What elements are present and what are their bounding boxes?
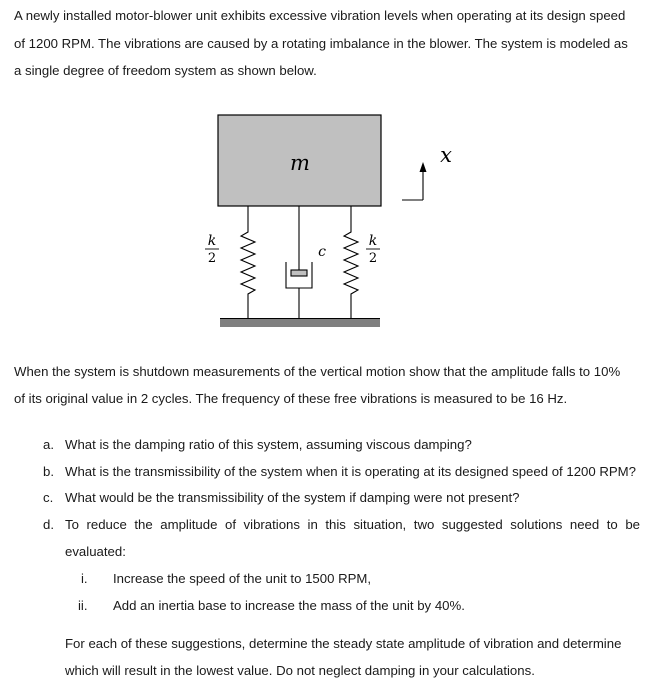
sub-i-text: Increase the speed of the unit to 1500 RPM, (113, 571, 372, 586)
sub-i-label: i. (81, 571, 88, 586)
intro-line-1: A newly installed motor-blower unit exhibits excessive vibration levels when operating at its design speed (14, 8, 626, 23)
mass-label: m (290, 151, 310, 175)
question-c-label: c. (43, 490, 54, 505)
sub-ii-label: ii. (78, 598, 88, 613)
displacement-label: x (440, 143, 452, 167)
question-b-label: b. (43, 464, 54, 479)
closing-line-1: For each of these suggestions, determine the steady state amplitude of vibration and determine (65, 636, 622, 651)
question-a-label: a. (43, 437, 54, 452)
damper-label: c (318, 244, 326, 260)
ground (220, 318, 380, 327)
spring-right-k: k (368, 233, 378, 249)
spring-right (344, 206, 358, 318)
question-d-label: d. (43, 517, 54, 532)
intro-line-3: a single degree of freedom system as shown below. (14, 63, 317, 78)
shutdown-line-2: of its original value in 2 cycles. The frequency of these free vibrations is measured to be 16 Hz. (14, 391, 568, 406)
question-c-text: What would be the transmissibility of the system if damping were not present? (65, 490, 520, 505)
spring-left (241, 206, 255, 318)
spring-left-k: k (207, 233, 217, 249)
arrow-head (420, 162, 427, 172)
question-d-text-2: evaluated: (65, 544, 126, 559)
intro-line-2: of 1200 RPM. The vibrations are caused by a rotating imbalance in the blower. The system is modeled as (14, 36, 628, 51)
question-d-text-1: To reduce the amplitude of vibrations in this situation, two suggested solutions need to be (65, 517, 640, 532)
sub-ii-text: Add an inertia base to increase the mass of the unit by 40%. (113, 598, 465, 613)
closing-line-2: which will result in the lowest value. Do not neglect damping in your calculations. (65, 663, 535, 678)
damper (286, 206, 312, 318)
question-b-text: What is the transmissibility of the system when it is operating at its designed speed of 1200 RPM? (65, 464, 637, 479)
shutdown-line-1: When the system is shutdown measurements of the vertical motion show that the amplitude falls to 10% (14, 364, 621, 379)
displacement-arrow (402, 170, 423, 200)
spring-left-2: 2 (207, 251, 217, 266)
question-a-text: What is the damping ratio of this system, assuming viscous damping? (65, 437, 472, 452)
spring-right-2: 2 (368, 251, 378, 266)
